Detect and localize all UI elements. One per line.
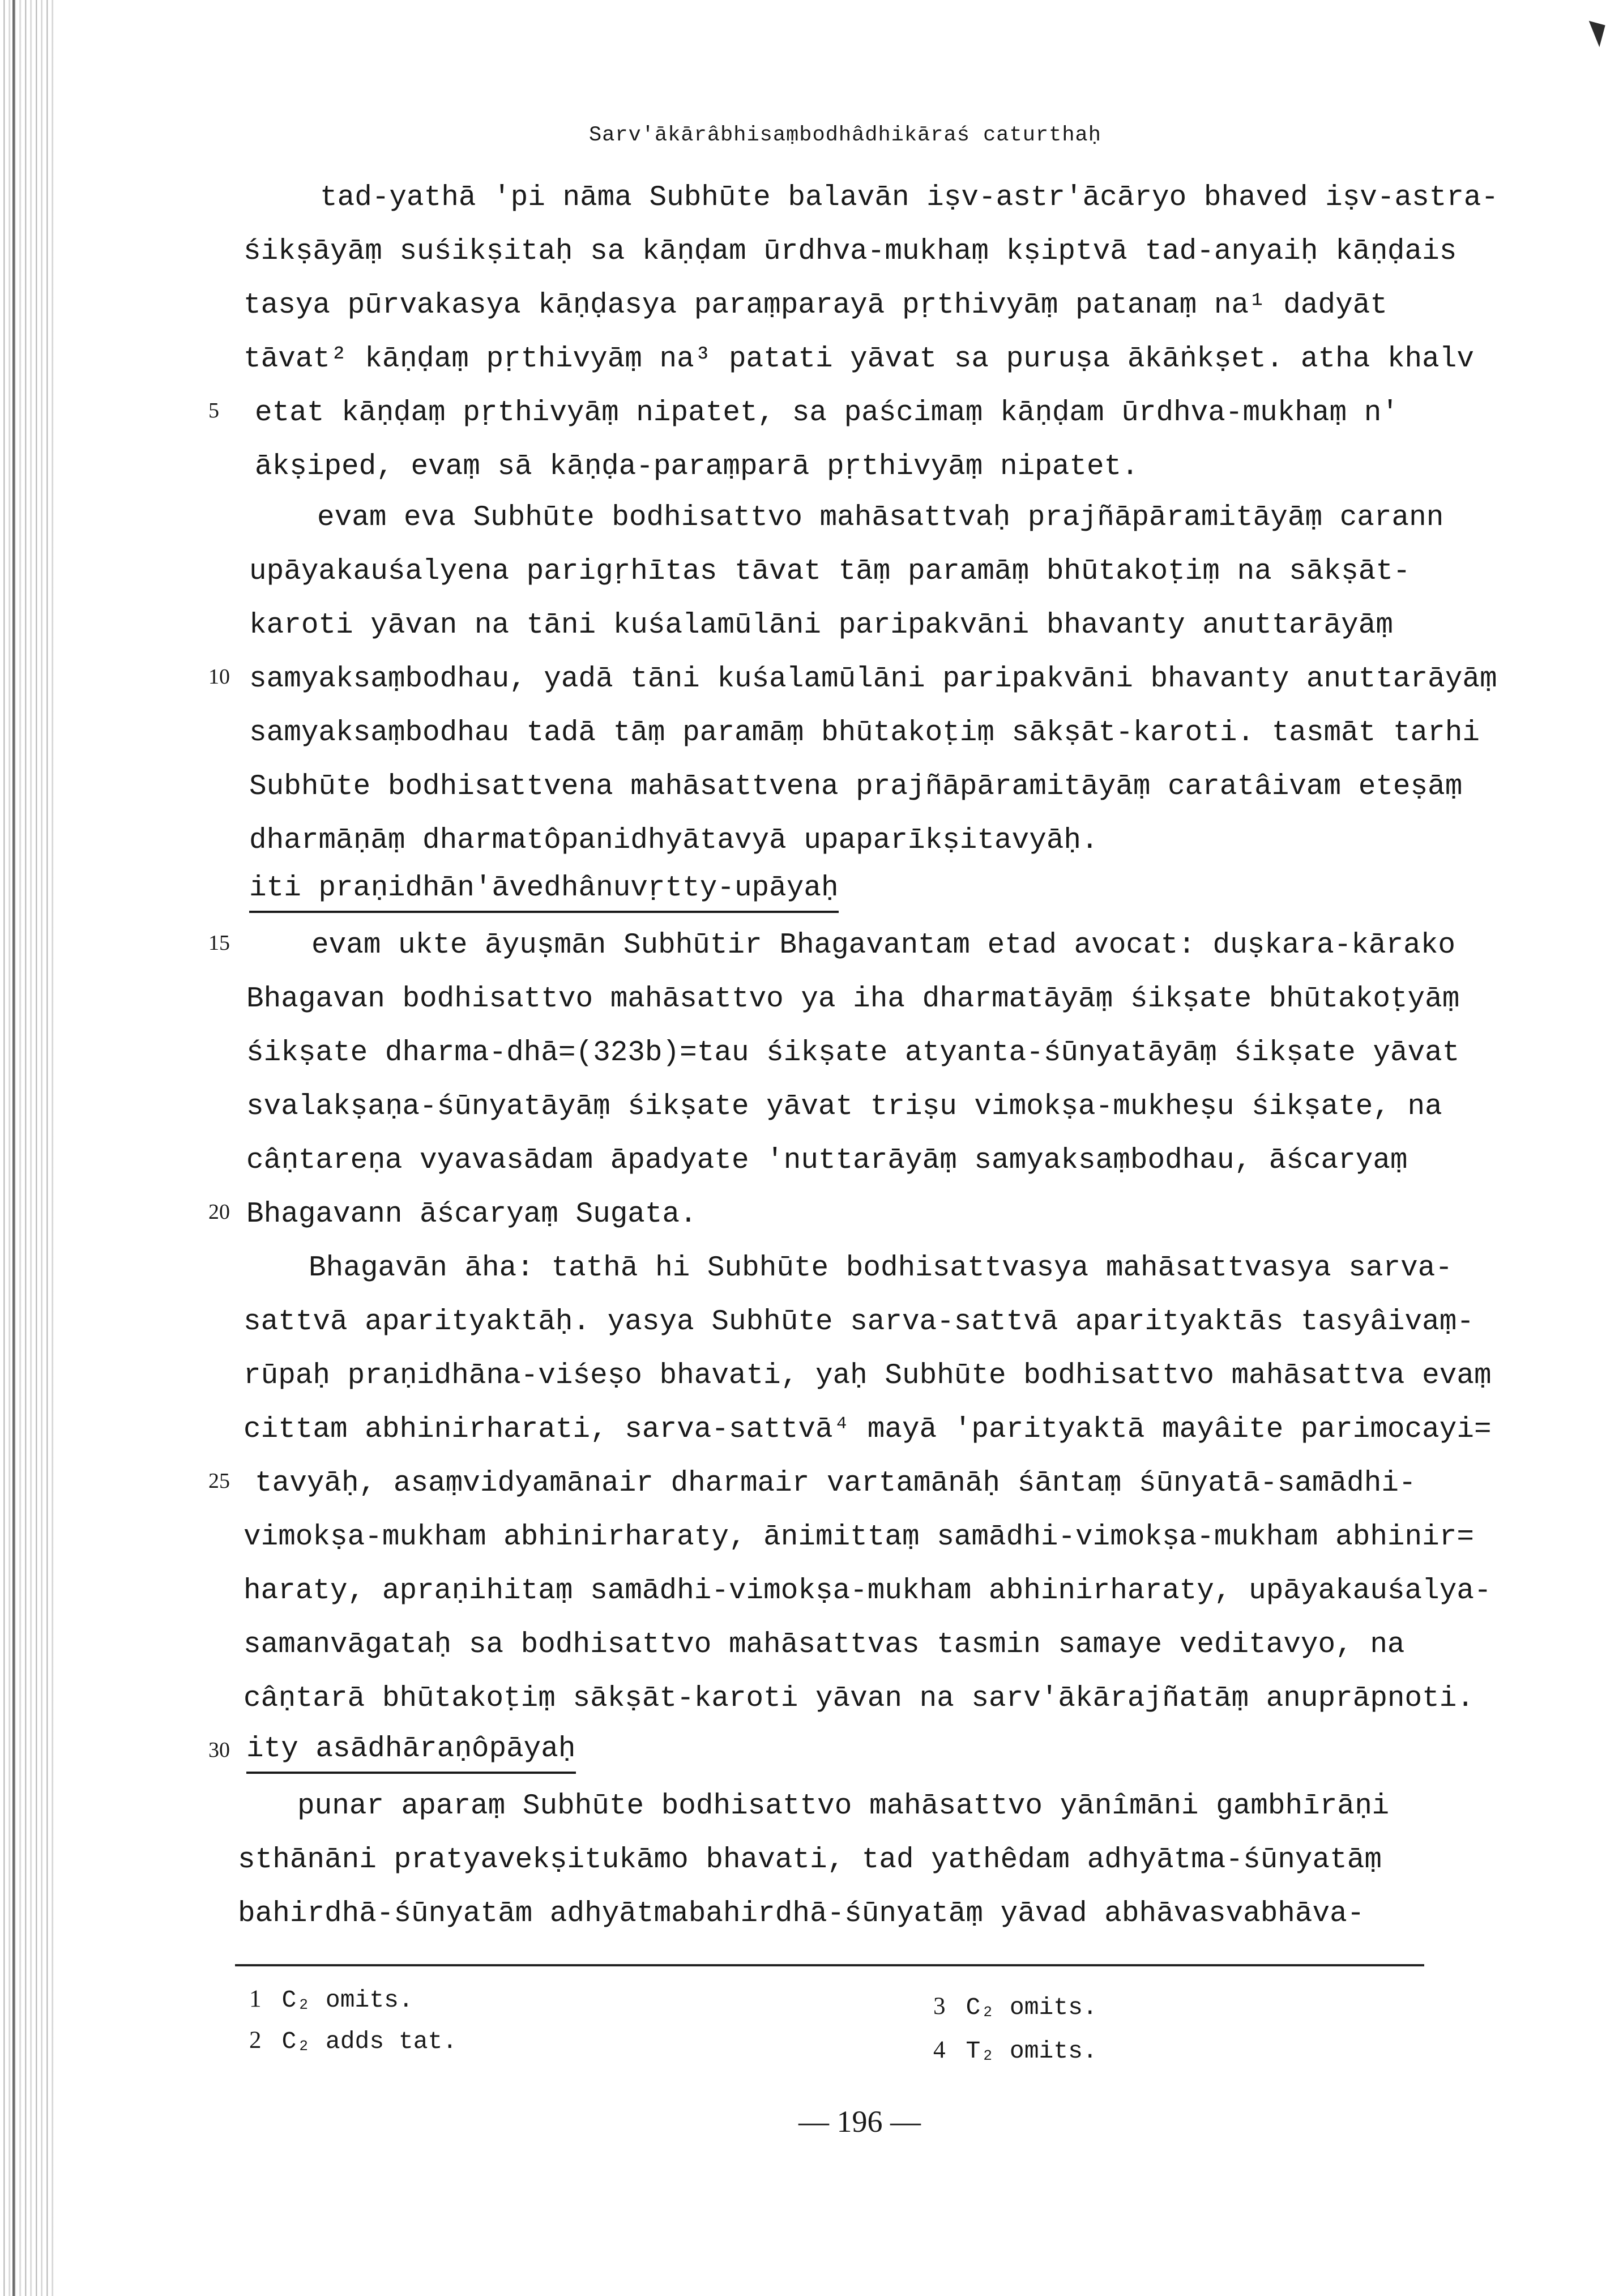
line-text: tasya pūrvakasya kāṇḍasya paraṃparayā pṛthivyāṃ patanaṃ na¹ dadyāt bbox=[244, 289, 1387, 322]
text-line bbox=[0, 600, 1623, 651]
line-number: 25 bbox=[208, 1469, 230, 1493]
line-text: svalakṣaṇa-śūnyatāyāṃ śikṣate yāvat triṣu vimokṣa-mukheṣu śikṣate, na bbox=[246, 1091, 1442, 1123]
text-line bbox=[0, 1458, 1623, 1509]
line-text: vimokṣa-mukham abhinirharaty, ānimittaṃ samādhi-vimokṣa-mukham abhinir= bbox=[244, 1521, 1474, 1554]
line-text: tāvat² kāṇḍaṃ pṛthivyāṃ na³ patati yāvat sa puruṣa ākāṅkṣet. atha khalv bbox=[244, 343, 1474, 375]
text-line bbox=[0, 1405, 1623, 1456]
line-text: rūpaḥ praṇidhāna-viśeṣo bhavati, yaḥ Subhūte bodhisattvo mahāsattva evaṃ bbox=[244, 1360, 1492, 1392]
footnote-rule bbox=[235, 1964, 1424, 1966]
text-line bbox=[0, 1297, 1623, 1348]
text-line bbox=[0, 334, 1623, 385]
text-line bbox=[0, 1889, 1623, 1940]
footnote-text: C₂ omits. bbox=[966, 1994, 1097, 2021]
text-line bbox=[0, 1136, 1623, 1187]
line-text: Subhūte bodhisattvena mahāsattvena prajñāpāramitāyāṃ caratâivam eteṣāṃ bbox=[249, 771, 1463, 803]
footnote-2 bbox=[249, 2026, 457, 2055]
text-line bbox=[0, 1082, 1623, 1133]
text-line bbox=[0, 920, 1623, 971]
line-text: cittam abhinirharati, sarva-sattvā⁴ mayā 'parityaktā mayâite parimocayi= bbox=[244, 1414, 1492, 1446]
footnote-3 bbox=[933, 1992, 1097, 2021]
footnote-number: 2 bbox=[249, 2027, 262, 2054]
line-text: tavyāḥ, asaṃvidyamānair dharmair vartamānāḥ śāntaṃ śūnyatā-samādhi- bbox=[255, 1467, 1416, 1500]
running-head: Sarv'ākārâbhisaṃbodhâdhikāraś caturthaḥ bbox=[589, 123, 1101, 147]
text-line bbox=[0, 227, 1623, 278]
footnote-number: 4 bbox=[933, 2037, 946, 2063]
line-text: Bhagavān āha: tathā hi Subhūte bodhisattvasya mahāsattvasya sarva- bbox=[309, 1252, 1453, 1284]
text-line bbox=[0, 708, 1623, 759]
text-line bbox=[0, 1028, 1623, 1079]
line-text: karoti yāvan na tāni kuśalamūlāni paripakvāni bhavanty anuttarāyāṃ bbox=[249, 609, 1393, 642]
text-line bbox=[0, 1566, 1623, 1617]
line-text: śikṣāyāṃ suśikṣitaḥ sa kāṇḍam ūrdhva-mukhaṃ kṣiptvā tad-anyaiḥ kāṇḍais bbox=[244, 236, 1457, 268]
line-text: tad-yathā 'pi nāma Subhūte balavān iṣv-astr'ācāryo bhaved iṣv-astra- bbox=[320, 182, 1499, 214]
line-number: 10 bbox=[208, 665, 230, 689]
text-line bbox=[0, 280, 1623, 331]
section-heading: iti praṇidhān'āvedhânuvṛtty-upāyaḥ bbox=[249, 867, 839, 913]
text-line bbox=[0, 442, 1623, 493]
line-text: ākṣiped, evaṃ sā kāṇḍa-paraṃparā pṛthivyāṃ nipatet. bbox=[255, 451, 1139, 483]
text-line bbox=[0, 1512, 1623, 1563]
text-line bbox=[0, 1189, 1623, 1240]
line-text: câṇtarā bhūtakoṭiṃ sākṣāt-karoti yāvan na sarv'ākārajñatāṃ anuprāpnoti. bbox=[244, 1683, 1474, 1715]
footnote-number: 3 bbox=[933, 1993, 946, 2020]
text-line bbox=[0, 1674, 1623, 1725]
line-text: evam ukte āyuṣmān Subhūtir Bhagavantam etad avocat: duṣkara-kārako bbox=[311, 929, 1455, 962]
line-text: upāyakauśalyena parigṛhītas tāvat tāṃ paramāṃ bhūtakoṭiṃ na sākṣāt- bbox=[249, 556, 1411, 588]
text-line bbox=[0, 654, 1623, 705]
line-text: samyaksaṃbodhau, yadā tāni kuśalamūlāni paripakvāni bhavanty anuttarāyāṃ bbox=[249, 663, 1497, 695]
section-heading: ity asādhāraṇôpāyaḥ bbox=[246, 1727, 576, 1774]
text-line bbox=[0, 1781, 1623, 1832]
text-line bbox=[0, 762, 1623, 813]
line-number: 15 bbox=[208, 931, 230, 955]
text-line bbox=[0, 1243, 1623, 1294]
line-number: 20 bbox=[208, 1200, 230, 1224]
text-line bbox=[0, 867, 1623, 917]
line-text: bahirdhā-śūnyatām adhyātmabahirdhā-śūnyatāṃ yāvad abhāvasvabhāva- bbox=[238, 1898, 1365, 1930]
line-text: haraty, apraṇihitaṃ samādhi-vimokṣa-mukham abhinirharaty, upāyakauśalya- bbox=[244, 1575, 1492, 1607]
footnote-text: C₂ adds tat. bbox=[281, 2028, 458, 2055]
text-line bbox=[0, 547, 1623, 598]
line-text: dharmāṇāṃ dharmatôpanidhyātavyā upaparīkṣitavyāḥ. bbox=[249, 825, 1099, 857]
text-line bbox=[0, 1351, 1623, 1402]
line-text: samanvāgataḥ sa bodhisattvo mahāsattvas tasmin samaye veditavyo, na bbox=[244, 1629, 1405, 1661]
text-line bbox=[0, 816, 1623, 867]
line-text: Bhagavan bodhisattvo mahāsattvo ya iha dharmatāyāṃ śikṣate bhūtakoṭyāṃ bbox=[246, 983, 1460, 1015]
line-text: câṇtareṇa vyavasādam āpadyate 'nuttarāyāṃ samyaksaṃbodhau, āścaryaṃ bbox=[246, 1145, 1408, 1177]
line-text: samyaksaṃbodhau tadā tāṃ paramāṃ bhūtakoṭiṃ sākṣāt-karoti. tasmāt tarhi bbox=[249, 717, 1480, 749]
footnote-text: T₂ omits. bbox=[966, 2037, 1097, 2065]
line-text: evam eva Subhūte bodhisattvo mahāsattvaḥ prajñāpāramitāyāṃ carann bbox=[317, 502, 1444, 534]
footnote-4 bbox=[933, 2036, 1097, 2065]
text-line bbox=[0, 493, 1623, 544]
text-line bbox=[0, 173, 1623, 224]
text-line bbox=[0, 1835, 1623, 1886]
line-text: śikṣate dharma-dhā=(323b)=tau śikṣate atyanta-śūnyatāyāṃ śikṣate yāvat bbox=[246, 1037, 1460, 1069]
footnote-1 bbox=[249, 1985, 413, 2014]
line-text: sattvā aparityaktāḥ. yasya Subhūte sarva-sattvā aparityaktās tasyâivaṃ- bbox=[244, 1306, 1474, 1338]
line-text: punar aparaṃ Subhūte bodhisattvo mahāsattvo yānîmāni gambhīrāṇi bbox=[297, 1790, 1390, 1823]
line-number: 5 bbox=[208, 399, 219, 423]
line-text: sthānāni pratyavekṣitukāmo bhavati, tad yathêdam adhyātma-śūnyatāṃ bbox=[238, 1844, 1382, 1876]
text-line bbox=[0, 388, 1623, 439]
page-number: — 196 — bbox=[798, 2105, 921, 2139]
line-text: Bhagavann āścaryaṃ Sugata. bbox=[246, 1198, 697, 1231]
text-line bbox=[0, 1727, 1623, 1778]
text-line bbox=[0, 974, 1623, 1025]
corner-mark bbox=[1583, 21, 1605, 47]
footnote-text: C₂ omits. bbox=[281, 1986, 413, 2014]
line-text: etat kāṇḍaṃ pṛthivyāṃ nipatet, sa paścimaṃ kāṇḍam ūrdhva-mukhaṃ n' bbox=[255, 397, 1399, 429]
line-number: 30 bbox=[208, 1738, 230, 1762]
footnote-number: 1 bbox=[249, 1986, 262, 2012]
text-line bbox=[0, 1620, 1623, 1671]
